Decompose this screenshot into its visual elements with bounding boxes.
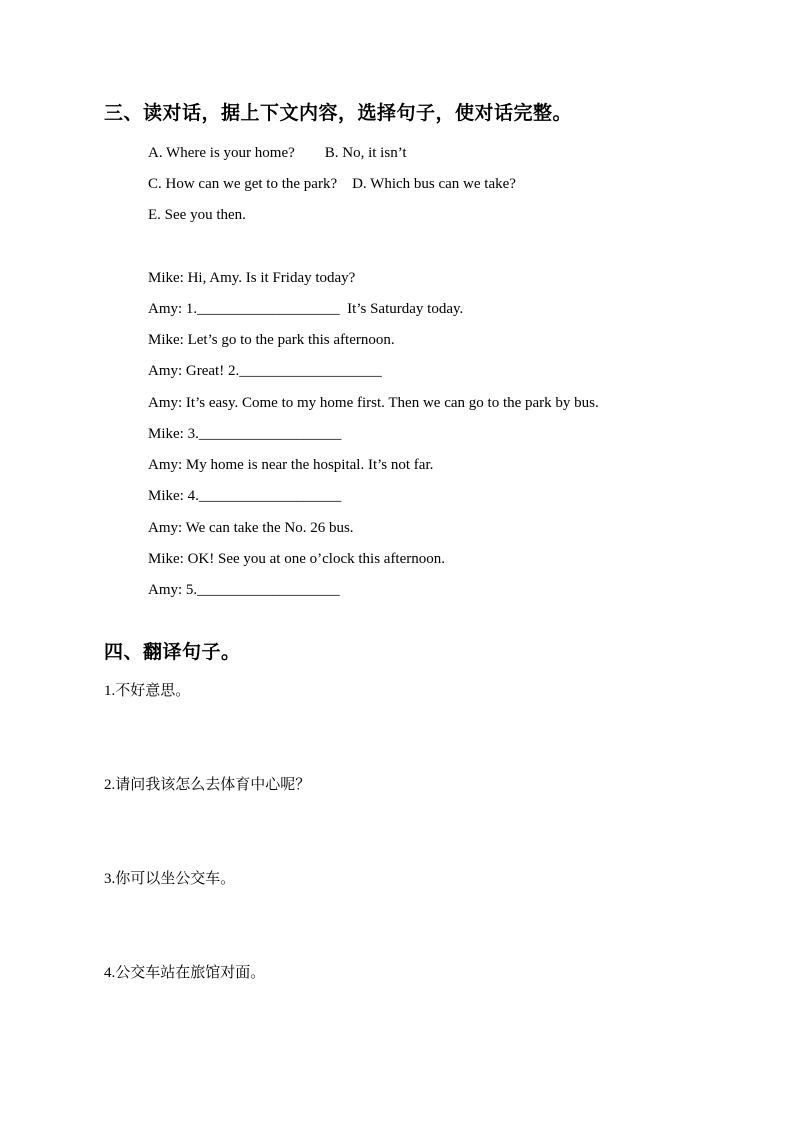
dialogue-line-5: Amy: It’s easy. Come to my home first. Then we can go to the park by bus.: [148, 395, 599, 411]
dialogue-line-9: Amy: We can take the No. 26 bus.: [148, 520, 354, 536]
dialogue-line-8-blank-4: Mike: 4.___________________: [148, 488, 342, 504]
dialogue-line-7: Amy: My home is near the hospital. It’s not far.: [148, 457, 434, 473]
dialogue-line-6-blank-3: Mike: 3.___________________: [148, 426, 342, 442]
dialogue-line-2-blank-1: Amy: 1.___________________ It’s Saturday today.: [148, 301, 464, 317]
translation-item-3: 3.你可以坐公交车。: [104, 871, 236, 887]
dialogue-line-1: Mike: Hi, Amy. Is it Friday today?: [148, 270, 356, 286]
option-row-c-d: C. How can we get to the park? D. Which bus can we take?: [148, 176, 516, 192]
section3-heading: 三、读对话，据上下文内容，选择句子，使对话完整。: [104, 103, 573, 124]
translation-item-2: 2.请问我该怎么去体育中心呢？: [104, 777, 311, 793]
section4-heading: 四、翻译句子。: [104, 642, 241, 663]
dialogue-line-4-blank-2: Amy: Great! 2.___________________: [148, 363, 382, 379]
translation-item-4: 4.公交车站在旅馆对面。: [104, 965, 266, 981]
dialogue-line-3: Mike: Let’s go to the park this afternoon.: [148, 332, 395, 348]
dialogue-line-10: Mike: OK! See you at one o’clock this afternoon.: [148, 551, 446, 567]
dialogue-line-11-blank-5: Amy: 5.___________________: [148, 582, 340, 598]
option-row-a-b: A. Where is your home? B. No, it isn’t: [148, 145, 407, 161]
option-row-e: E. See you then.: [148, 207, 246, 223]
translation-item-1: 1.不好意思。: [104, 683, 191, 699]
